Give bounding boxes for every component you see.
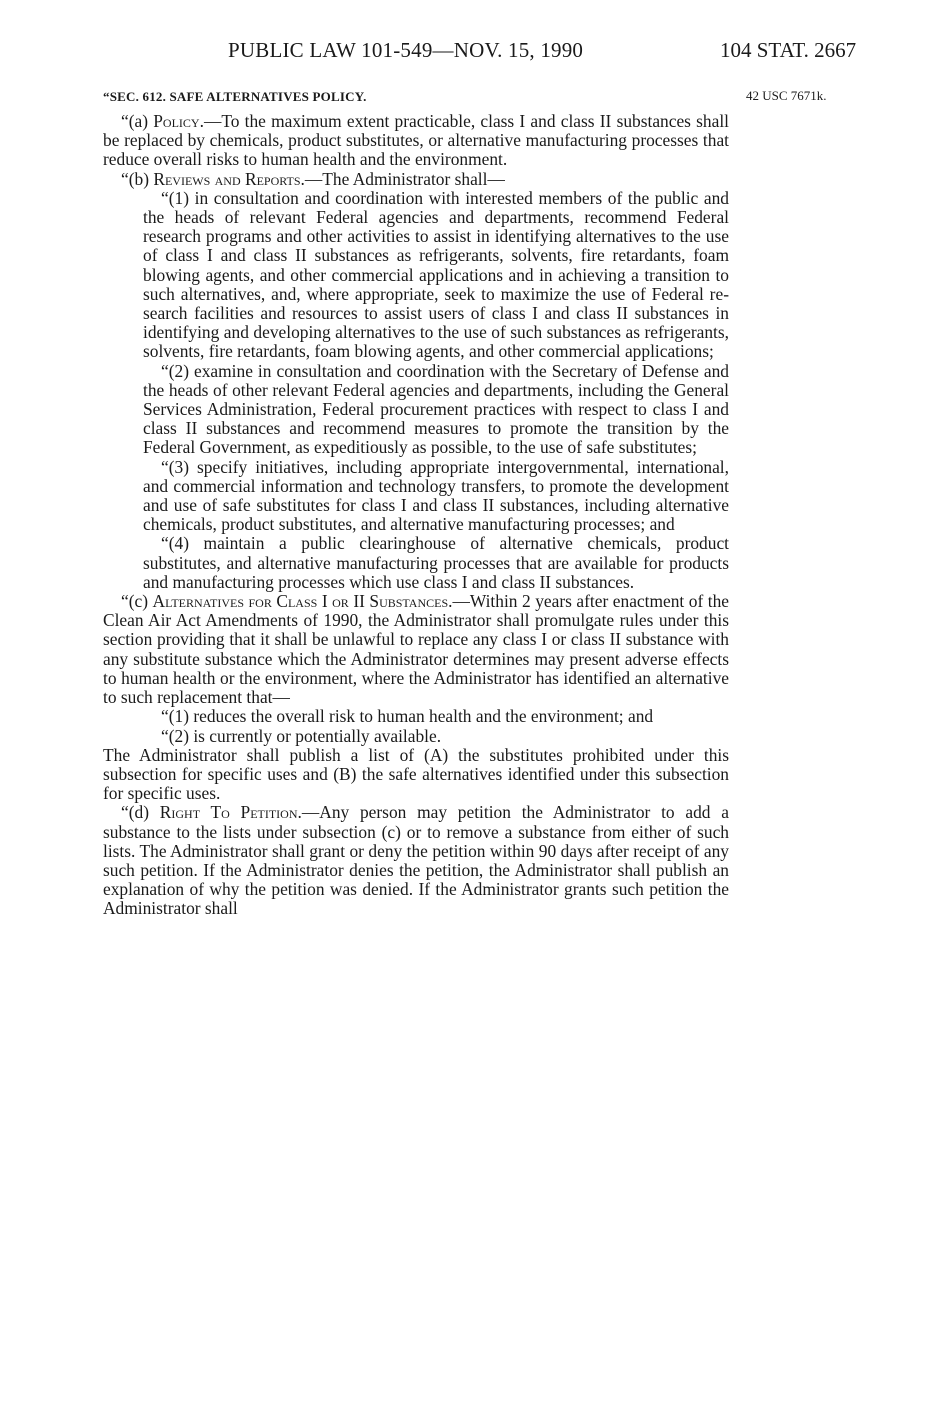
paragraph-c-tail: The Administrator shall publish a list of (A) the substitutes prohibited under this subsection for specific uses and (B) the safe alternatives identified under this subsection for specific uses. [103,744,729,804]
paragraph-b-label: “(b) [121,168,154,189]
paragraph-d-label: “(d) [121,802,160,823]
paragraph-a-label: “(a) [121,111,154,131]
paragraph-a-heading: Policy [153,111,200,131]
paragraph-b [103,170,729,189]
running-head: PUBLIC LAW 101-549—NOV. 15, 1990 [228,38,584,62]
paragraph-a-text: .—To the maximum extent practicable, class I and class II substances shall be replaced by chemicals, product substitutes, or alternative manufacturing processes that reduce overall risks to human health and the environment. [103,111,730,170]
paragraph-c-2: “(2) is currently or potentially available. [161,725,442,746]
paragraph-b-heading: Reviews and Reports [153,168,301,189]
paragraph-c-1: “(1) reduces the overall risk to human health and the environment; and [161,706,654,727]
body-text [103,112,729,919]
paragraph-b-3: “(3) specify initiatives, including appropriate intergovernmental, international, and commercial information and technology transfers, to promote the development and use of safe substitutes for class I and class II substances, including alternative chemicals, product substitutes, and alternative manufacturing processes; and [143,456,729,535]
statute-reference: 104 STAT. 2667 [720,38,857,62]
section-heading: “SEC. 612. SAFE ALTERNATIVES POLICY. [103,89,367,104]
margin-citation: 42 USC 7671k. [746,88,827,103]
paragraph-c-text: .—Within 2 years after enactment of the Clean Air Act Amendments of 1990, the Administrator shall promulgate rules under this section providing that it shall be unlawful to replace any class I or class II substance with any substitute substance which the Administrator determines may present adverse effects to human health or the environment, where the Administrator has identified an alternative to such replacement that— [103,591,729,708]
paragraph-c [103,592,729,707]
paragraph-c-heading: Alternatives for Class I or II Substances [152,591,449,612]
paragraph-d [103,803,729,918]
paragraph-d-heading: Right To Petition [159,802,298,823]
paragraph-b-4: “(4) maintain a public clearinghouse of alternative chemicals, product substitutes, and alternative manufacturing processes that are available for products and manufacturing processes which use class I and class II substances. [143,533,729,592]
paragraph-a [103,112,729,170]
paragraph-b-text: .—The Administrator shall— [300,168,505,189]
paragraph-b-2: “(2) examine in consultation and coordination with the Secretary of Defense and the heads of other relevant Federal agencies and departments, including the General Services Administration, Federal procurement practices with respect to class I and class II substances and recommend measures to promote the transition by the Federal Government, as expeditiously as possible, to the use of safe substitutes; [143,360,729,458]
paragraph-b-1: “(1) in consultation and coordination with interested members of the public and the heads of relevant Federal agencies and departments, recommend Federal research programs and other activities to assist in identifying alternatives to the use of class I and class II substances as refrigerants, solvents, fire retardants, foam blowing agents, and other commercial applications and in achieving a transition to such alternatives, and, where appropriate, seek to maximize the use of Federal research facilities and resources to assist users of class I and class II substances in identifying and developing alternatives to the use of such substances as refrigerants, solvents, fire retardants, foam blowing agents, and other commercial applications; [143,187,729,362]
paragraph-d-text: .—Any person may petition the Administrator to add a substance to the lists under subsection (c) or to remove a substance from either of such lists. The Administrator shall grant or deny the petition within 90 days after receipt of any such petition. If the Administrator denies the petition, the Administrator shall publish an explanation of why the petition was denied. If the Administrator grants such petition the Administrator shall [103,802,729,919]
paragraph-c-label: “(c) [121,591,153,612]
